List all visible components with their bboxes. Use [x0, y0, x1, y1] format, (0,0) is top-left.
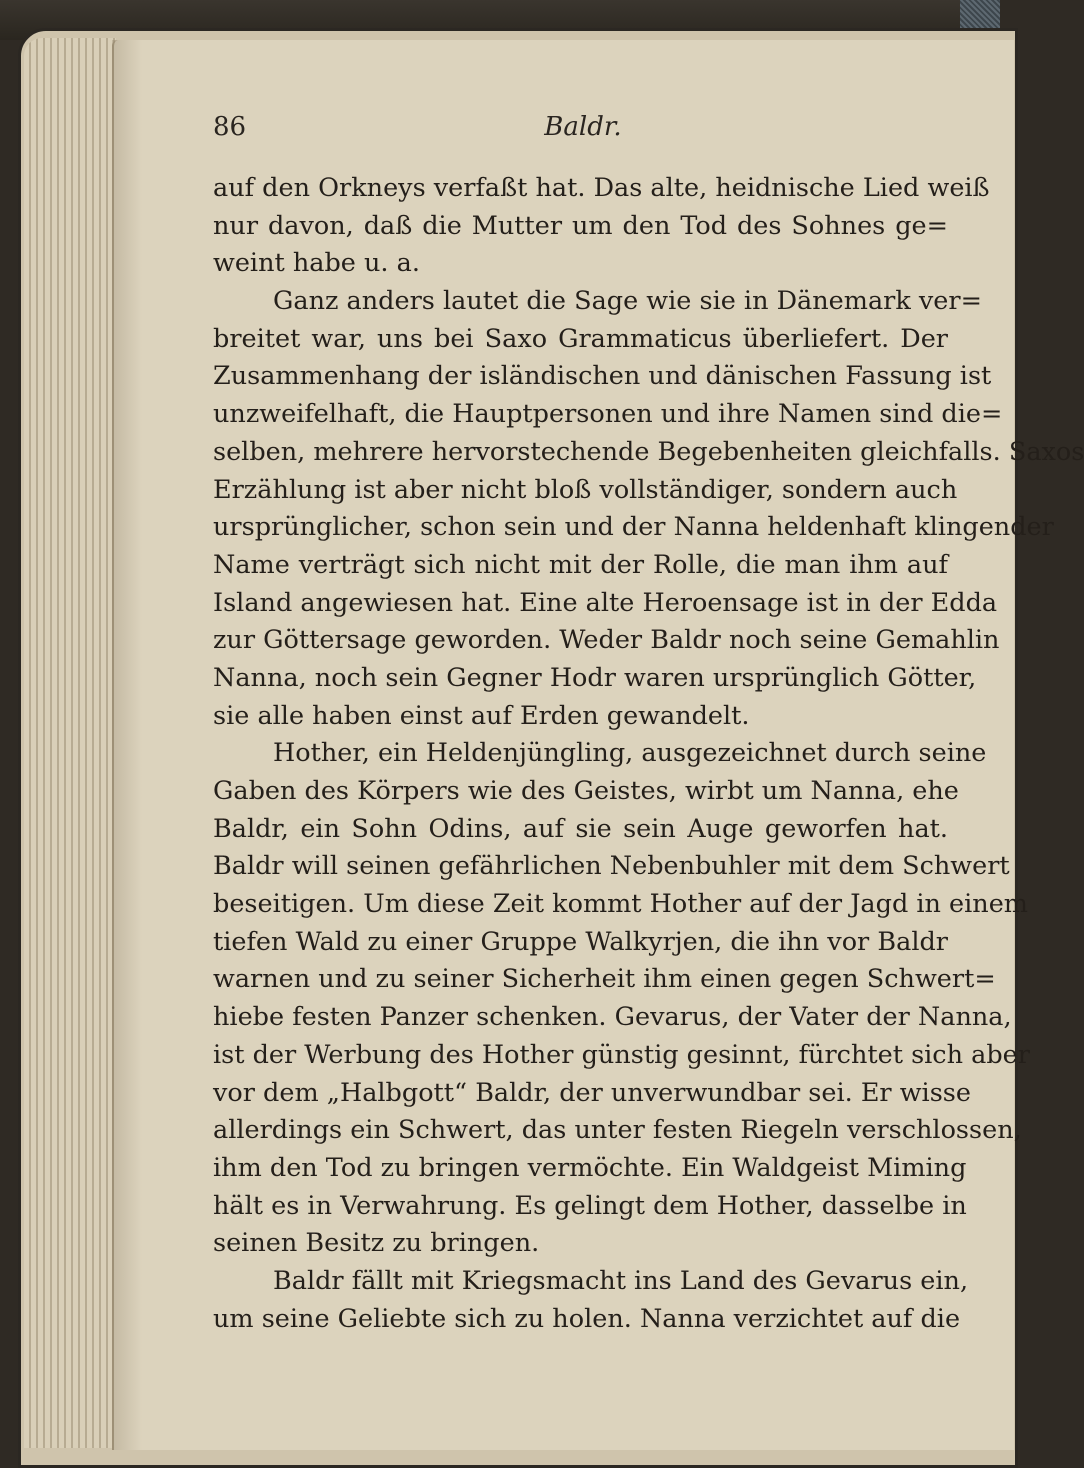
page-number: 86: [213, 112, 247, 142]
text-line: nur davon, daß die Mutter um den Tod des Sohnes ge=: [213, 210, 948, 241]
text-line: ursprünglicher, schon sein und der Nanna heldenhaft klingender: [213, 512, 1054, 543]
text-line: Gaben des Körpers wie des Geistes, wirbt um Nanna, ehe: [213, 776, 959, 806]
text-line: ist der Werbung des Hother günstig gesinnt, fürchtet sich aber: [213, 1039, 1030, 1070]
text-line: hiebe festen Panzer schenken. Gevarus, der Vater der Nanna,: [213, 1002, 1012, 1033]
text-line: sie alle haben einst auf Erden gewandelt.: [213, 700, 750, 731]
page-header: [213, 112, 948, 152]
gutter-shadow: [112, 40, 142, 1450]
text-line: allerdings ein Schwert, das unter festen Riegeln verschlossen,: [213, 1115, 1022, 1146]
text-line: zur Göttersage geworden. Weder Baldr noch seine Gemahlin: [213, 625, 1000, 656]
text-line: vor dem „Halbgott“ Baldr, der unverwundbar sei. Er wisse: [213, 1077, 971, 1108]
text-line: unzweifelhaft, die Hauptpersonen und ihre Namen sind die=: [213, 399, 1003, 430]
text-line: tiefen Wald zu einer Gruppe Walkyrjen, die ihn vor Baldr: [213, 926, 948, 957]
text-line: breitet war, uns bei Saxo Grammaticus überliefert. Der: [213, 323, 948, 354]
text-line: ihm den Tod zu bringen vermöchte. Ein Waldgeist Miming: [213, 1152, 967, 1183]
text-line: weint habe u. a.: [213, 248, 420, 279]
body-text: [213, 170, 1084, 1338]
text-line: Baldr, ein Sohn Odins, auf sie sein Auge geworfen hat.: [213, 813, 948, 844]
text-line: hält es in Verwahrung. Es gelingt dem Hother, dasselbe in: [213, 1190, 967, 1221]
text-line: selben, mehrere hervorstechende Begebenheiten gleichfalls. Saxos: [213, 436, 1084, 467]
text-line: seinen Besitz zu bringen.: [213, 1228, 540, 1259]
text-line: um seine Geliebte sich zu holen. Nanna verzichtet auf die: [213, 1303, 961, 1334]
text-line: Baldr will seinen gefährlichen Nebenbuhler mit dem Schwert: [213, 851, 1010, 882]
text-line: Hother, ein Heldenjüngling, ausgezeichnet durch seine: [273, 738, 987, 769]
text-line: Island angewiesen hat. Eine alte Heroensage ist in der Edda: [213, 587, 998, 618]
text-line: auf den Orkneys verfaßt hat. Das alte, heidnische Lied weiß: [213, 173, 990, 203]
text-line: Erzählung ist aber nicht bloß vollständiger, sondern auch: [213, 474, 958, 505]
text-line: Zusammenhang der isländischen und dänischen Fassung ist: [213, 361, 992, 392]
text-line: beseitigen. Um diese Zeit kommt Hother auf der Jagd in einem: [213, 889, 1028, 920]
text-line: warnen und zu seiner Sicherheit ihm einen gegen Schwert=: [213, 964, 996, 995]
text-line: Baldr fällt mit Kriegsmacht ins Land des Gevarus ein,: [273, 1265, 969, 1296]
text-line: Nanna, noch sein Gegner Hodr waren ursprünglich Götter,: [213, 662, 977, 693]
page-edges: [24, 38, 116, 1448]
running-head: Baldr.: [544, 112, 622, 142]
text-line: Ganz anders lautet die Sage wie sie in Dänemark ver=: [273, 286, 982, 317]
text-line: Name verträgt sich nicht mit der Rolle, die man ihm auf: [213, 549, 948, 580]
